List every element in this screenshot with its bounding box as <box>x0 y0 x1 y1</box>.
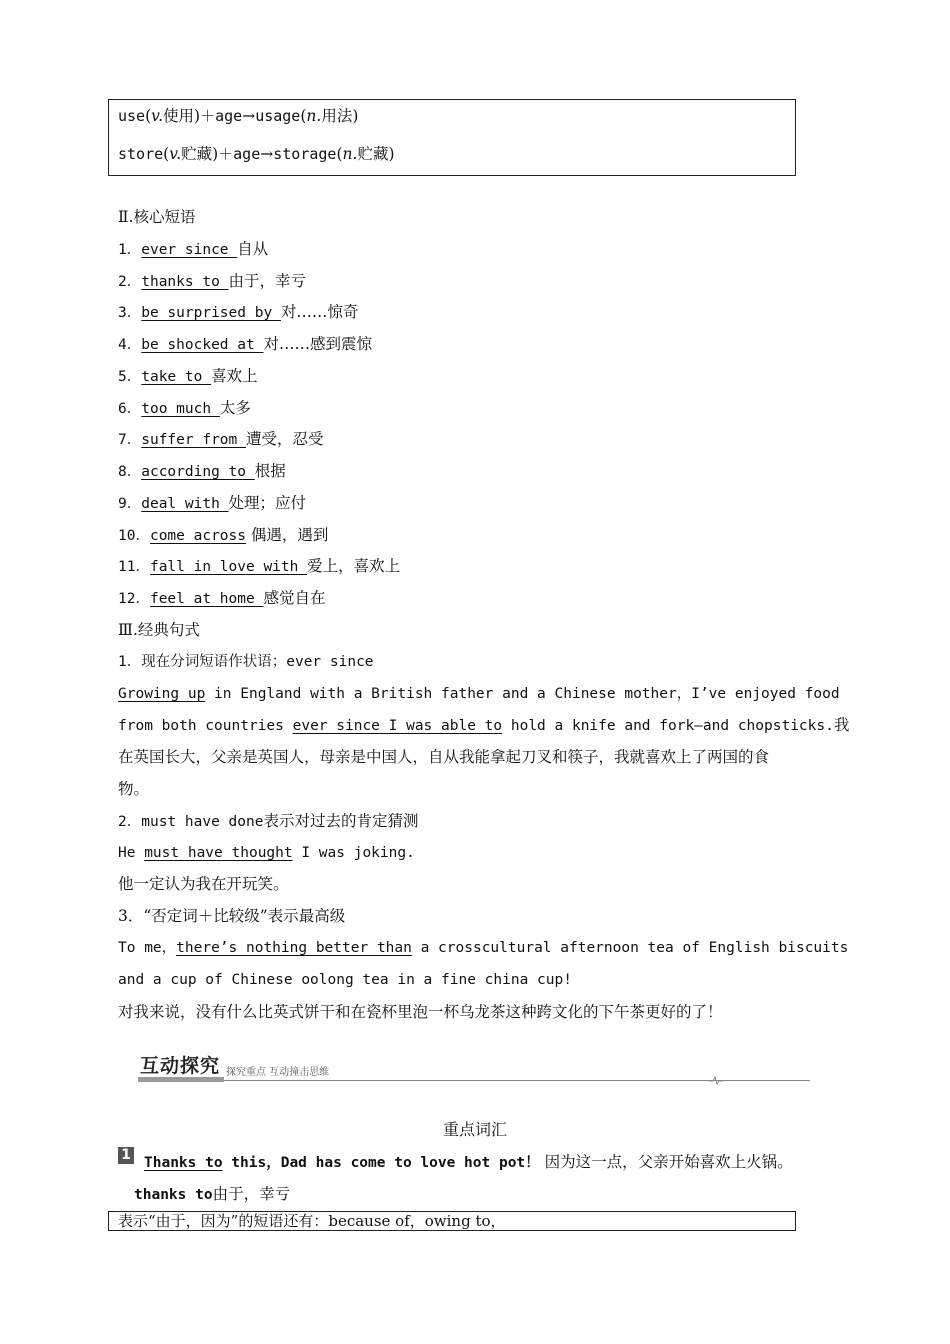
item-number-badge: 1 <box>118 1147 134 1164</box>
key-vocab-heading: 重点词汇 <box>443 1120 508 1139</box>
paren: ( <box>336 145 343 163</box>
suffix: ＋age <box>218 145 261 163</box>
pattern-1-translation: 在英国长大，父亲是英国人，母亲是中国人，自从我能拿起刀叉和筷子，我就喜欢上了两国的食 <box>118 748 770 766</box>
item-number: 2． <box>118 274 142 290</box>
item-number: 11． <box>118 559 150 575</box>
pattern-3-example-line: and a cup of Chinese oolong tea in a fine china cup! <box>118 972 572 988</box>
pattern-1-example-line <box>118 715 849 736</box>
base-word: use <box>118 107 146 125</box>
phrase-zh: 爱上，喜欢上 <box>307 557 401 575</box>
pattern-text: 2．must have done <box>118 814 264 830</box>
item-number: 5． <box>118 369 142 385</box>
phrase-zh: 遭受，忍受 <box>246 430 324 448</box>
phrase-item <box>118 398 251 419</box>
phrase-item <box>118 302 358 323</box>
paren: ) <box>388 145 395 163</box>
translation-text: 因为这一点，父亲开始喜欢上火锅。 <box>539 1153 793 1171</box>
part-of-speech: v. <box>169 145 182 163</box>
part-of-speech: v. <box>151 107 164 125</box>
example-text: He <box>118 845 145 861</box>
phrase-zh: 根据 <box>254 462 286 480</box>
meaning: 贮藏 <box>181 145 213 163</box>
phrase-en: be shocked at <box>141 337 264 353</box>
banner-title: 互动探究 <box>140 1055 221 1077</box>
paren: ) <box>194 107 201 125</box>
item-1-phrase <box>134 1182 290 1204</box>
highlighted-phrase: Thanks to <box>144 1155 223 1171</box>
phrase-zh: 感觉自在 <box>263 589 326 607</box>
phrase-en: thanks to <box>141 274 229 290</box>
pattern-2-example <box>118 843 415 863</box>
paren: ( <box>145 107 152 125</box>
derived-word: storage <box>273 145 337 163</box>
phrase-en: fall in love with <box>149 559 308 575</box>
phrase-item <box>118 556 400 577</box>
arrow-icon: → <box>260 145 274 163</box>
example-text: To me， <box>118 940 177 956</box>
item-1-sentence <box>144 1150 793 1172</box>
phrase-zh: 太多 <box>219 399 251 417</box>
phrase-en: take to <box>141 369 212 385</box>
phrase-zh: 喜欢上 <box>211 367 258 385</box>
phrase-en: according to <box>141 464 255 480</box>
phrase-en: too much <box>141 401 220 417</box>
example-text: I was joking. <box>292 845 415 861</box>
phrase-item <box>118 271 306 292</box>
pattern-3-translation: 对我来说，没有什么比英式饼干和在瓷杯里泡一杯乌龙茶这种跨文化的下午茶更好的了！ <box>118 1003 723 1021</box>
paren: ) <box>352 107 359 125</box>
phrase-item <box>118 588 325 609</box>
phrase-en: deal with <box>141 496 229 512</box>
arrow-icon: → <box>242 107 256 125</box>
phrase-en: ever since <box>141 242 238 258</box>
pattern-2-translation: 他一定认为我在开玩笑。 <box>118 875 289 893</box>
translation-text: 我 <box>833 716 850 734</box>
meaning: 用法 <box>321 107 353 125</box>
base-word: store <box>118 145 164 163</box>
pattern-meaning: 表示对过去的肯定猜测 <box>263 812 419 830</box>
phrase-en: come across <box>149 528 246 544</box>
highlighted-phrase: Growing up <box>118 686 206 702</box>
item-number: 9． <box>118 496 142 512</box>
phrase-item <box>118 366 258 387</box>
example-text: this，Dad has come to love hot pot！ <box>222 1155 540 1171</box>
paren: ) <box>212 145 219 163</box>
phrases-heading: Ⅱ.核心短语 <box>118 208 196 226</box>
phrase-zh: 偶遇，遇到 <box>246 526 329 544</box>
highlighted-phrase: must have thought <box>144 845 293 861</box>
item-number: 3． <box>118 305 142 321</box>
example-text: in England with a British father and a Chinese mother，I’ve enjoyed food <box>205 686 840 702</box>
word-formation-row-1 <box>118 104 358 126</box>
paren: ( <box>300 107 307 125</box>
phrase-zh: 由于，幸亏 <box>228 272 307 290</box>
banner-subtitle: 探究重点 互动撞击思维 <box>226 1067 330 1078</box>
meaning: 使用 <box>163 107 195 125</box>
pattern-3-title: 3．“否定词＋比较级”表示最高级 <box>118 907 346 925</box>
item-number: 6． <box>118 401 142 417</box>
phrase-zh: 自从 <box>237 240 269 258</box>
phrase-item <box>118 493 306 514</box>
suffix: ＋age <box>200 107 243 125</box>
example-text: from both countries <box>118 718 293 734</box>
phrase-item <box>118 239 268 260</box>
phrase-item <box>118 461 286 482</box>
phrase-zh: 处理；应付 <box>228 494 307 512</box>
item-number: 12． <box>118 591 150 607</box>
phrase-zh: 对……惊奇 <box>280 303 359 321</box>
note-box <box>108 1211 796 1231</box>
phrase-zh: 对……感到震惊 <box>263 335 372 353</box>
phrase-item <box>118 525 328 546</box>
phrase-item <box>118 334 372 355</box>
derived-word: usage <box>255 107 301 125</box>
pattern-1-title: 1．现在分词短语作状语；ever since <box>118 654 374 670</box>
phrase-item <box>118 429 324 450</box>
phrase-en: be surprised by <box>141 305 281 321</box>
phrase-en: feel at home <box>149 591 264 607</box>
word-formation-row-2 <box>118 142 395 164</box>
banner-underline-bar <box>138 1077 224 1082</box>
item-number: 7． <box>118 432 142 448</box>
highlighted-phrase: there’s nothing better than <box>176 940 412 956</box>
section-banner <box>138 1049 810 1085</box>
item-number: 10． <box>118 528 150 544</box>
part-of-speech: n. <box>306 107 322 125</box>
highlighted-phrase: ever since I was able to <box>292 718 503 734</box>
paren: ( <box>163 145 170 163</box>
item-number: 1． <box>118 242 142 258</box>
pattern-2-title <box>118 811 418 832</box>
meaning: 贮藏 <box>357 145 389 163</box>
phrase-en: thanks to <box>134 1187 213 1203</box>
part-of-speech: n. <box>342 145 358 163</box>
phrase-en: suffer from <box>141 432 246 448</box>
item-number: 4． <box>118 337 142 353</box>
word-formation-box <box>108 99 796 176</box>
sentences-heading: Ⅲ.经典句式 <box>118 621 200 639</box>
pattern-1-translation: 物。 <box>118 780 150 798</box>
banner-notch-icon <box>709 1075 723 1085</box>
item-number: 8． <box>118 464 142 480</box>
note-text: 表示“由于，因为”的短语还有：because of，owing to， <box>118 1212 506 1230</box>
example-text: a crosscultural afternoon tea of English biscuits <box>411 940 849 956</box>
phrase-zh: 由于，幸亏 <box>212 1185 291 1203</box>
pattern-3-example-line <box>118 938 848 958</box>
example-text: hold a knife and fork—and chopsticks. <box>502 718 834 734</box>
pattern-1-example-line <box>118 684 840 704</box>
